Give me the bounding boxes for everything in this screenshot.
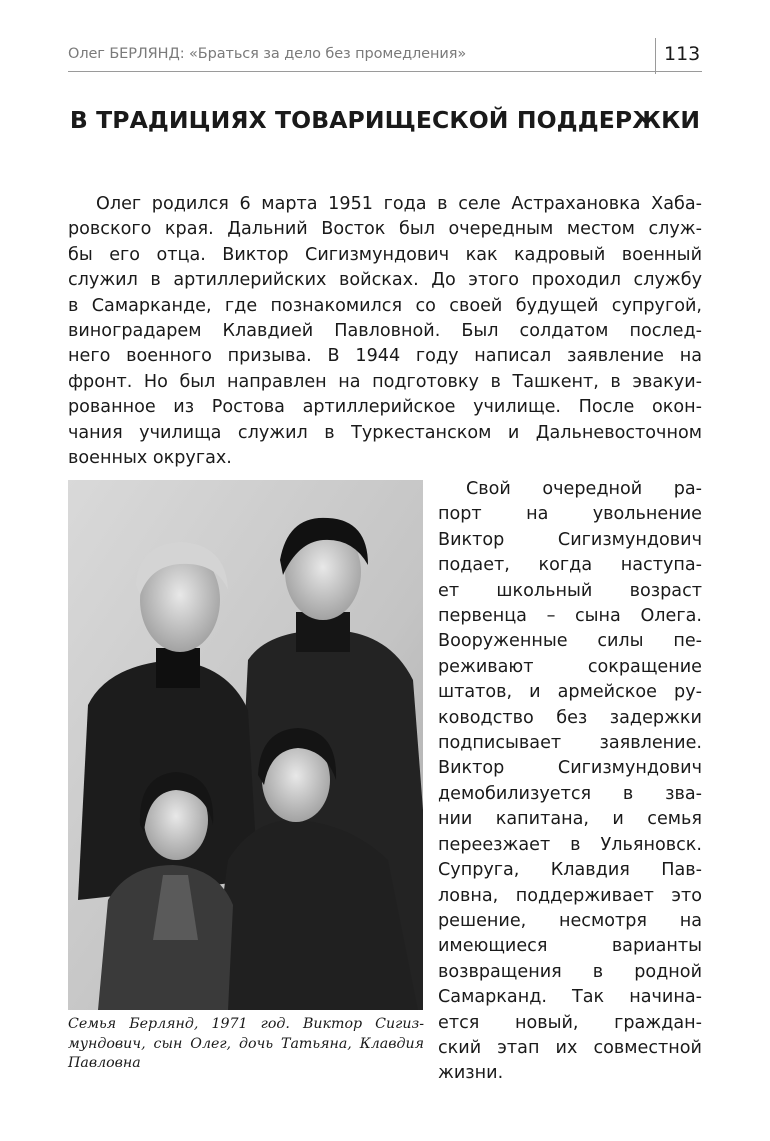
paragraph-1: [68, 192, 702, 471]
paragraph-line: Виктор Сигизмундович: [438, 529, 702, 550]
paragraph-line: решение, несмотря на: [438, 910, 702, 931]
caption-line: мундович, сын Олег, дочь Татьяна, Клавдия: [68, 1035, 424, 1052]
paragraph-line: подписывает заявление.: [438, 733, 702, 754]
paragraph-line: ский этап их совместной: [438, 1037, 702, 1058]
paragraph-line: него военного призыва. В 1944 году написал заявление на: [68, 346, 702, 367]
paragraph-line: Вооруженные силы пе-: [438, 631, 702, 652]
chapter-title: В ТРАДИЦИЯХ ТОВАРИЩЕСКОЙ ПОДДЕРЖКИ: [69, 106, 701, 134]
paragraph-line: жизни.: [438, 1063, 504, 1084]
paragraph-line: возвращения в родной: [438, 961, 702, 982]
running-header: [68, 38, 702, 74]
paragraph-line: подает, когда наступа-: [438, 555, 702, 576]
paragraph-2: [438, 477, 702, 1087]
caption-line: Семья Берлянд, 1971 год. Виктор Сигиз-: [68, 1016, 424, 1032]
paragraph-line: Виктор Сигизмундович: [438, 758, 702, 779]
paragraph-line: Свой очередной ра-: [466, 479, 702, 499]
paragraph-line: бы его отца. Виктор Сигизмундович как кадровый военный: [68, 244, 702, 265]
paragraph-line: фронт. Но был направлен на подготовку в Ташкент, в эвакуи-: [68, 371, 702, 392]
family-photo-image: [68, 480, 423, 1010]
paragraph-line: реживают сокращение: [438, 656, 702, 677]
paragraph-line: виноградарем Клавдией Павловной. Был солдатом послед-: [68, 321, 702, 342]
paragraph-line: ется новый, граждан-: [438, 1012, 702, 1033]
paragraph-line: служил в артиллерийских войсках. До этого проходил службу: [68, 270, 702, 291]
paragraph-line: Олег родился 6 марта 1951 года в селе Астрахановка Хаба-: [96, 194, 702, 214]
paragraph-line: ловна, поддерживает это: [438, 885, 702, 906]
paragraph-line: штатов, и армейское ру-: [438, 682, 702, 703]
paragraph-line: переезжает в Ульяновск.: [438, 834, 702, 855]
running-title: Олег БЕРЛЯНД: «Браться за дело без промедления»: [68, 46, 467, 62]
header-rule: [68, 71, 702, 72]
paragraph-line: имеющиеся варианты: [438, 936, 702, 957]
header-divider: [655, 38, 656, 74]
paragraph-line: демобилизуется в зва-: [438, 783, 702, 804]
paragraph-line: ководство без задержки: [438, 707, 702, 728]
paragraph-line: военных округах.: [68, 448, 232, 469]
paragraph-line: ровского края. Дальний Восток был очередным местом служ-: [68, 219, 702, 240]
paragraph-line: порт на увольнение: [438, 504, 702, 525]
paragraph-line: нии капитана, и семья: [438, 809, 702, 830]
paragraph-line: Супруга, Клавдия Пав-: [438, 860, 702, 881]
family-photo: [68, 480, 423, 1010]
paragraph-line: рованное из Ростова артиллерийское училище. После окон-: [68, 397, 702, 418]
photo-caption: [68, 1015, 424, 1074]
caption-line: Павловна: [68, 1055, 141, 1072]
paragraph-line: в Самарканде, где познакомился со своей будущей супругой,: [68, 295, 702, 316]
page-number: 113: [664, 43, 701, 65]
paragraph-line: Самарканд. Так начина-: [438, 987, 702, 1008]
paragraph-line: чания училища служил в Туркестанском и Дальневосточном: [68, 422, 702, 443]
paragraph-line: первенца – сына Олега.: [438, 606, 702, 627]
paragraph-line: ет школьный возраст: [438, 580, 702, 601]
